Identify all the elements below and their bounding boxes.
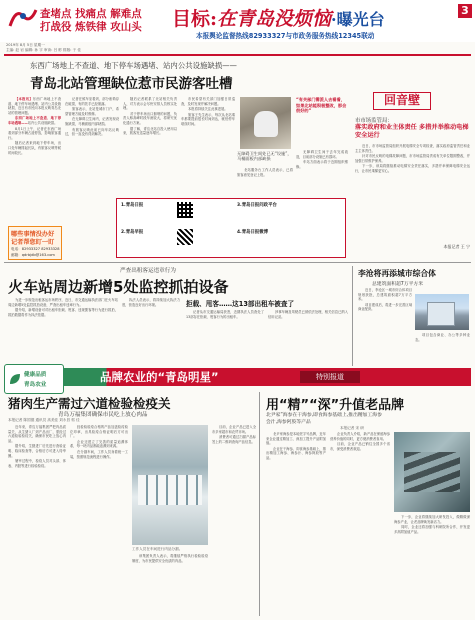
column-kicker: 市市场监管局：: [355, 118, 393, 124]
story2-body-col-3: 记者从市交通运输局获悉，近期执法人员查处了13部存在拒载、甩客行为的出租车。: [186, 310, 264, 319]
story2-headline: 火车站周边新增5处监控抓拍设备: [8, 278, 229, 296]
special-title: 品牌农业的“青岛明星”: [100, 370, 219, 384]
qr-code-icon-1: [177, 202, 193, 218]
story2-body-col-2: 执法人员表示，将持续加大执法力度，营造良好出行环境。: [122, 298, 180, 307]
column-footer: 本报记者 王 宁: [443, 244, 470, 249]
header-title-tag: ·曝光台: [331, 10, 385, 29]
story4-body-col-2: 企业负责人介绍，新产品在保留海参营养价值的同时，更方便消费者食用。 目前，企业产品已销往全国多个省市，深受消费者欢迎。: [330, 432, 390, 451]
column-stamp: 回音壁: [373, 92, 431, 110]
lead-callout: “有关部门需派人去看看，如果北站能积极整改，那会很好的”: [296, 97, 347, 114]
lead-body-col-1: 【本报讯】东西广场地上不查道、地下停车场遇堵、站内公共设施缺损，近日有市民向本报反映青岛北站的管理问题。 东西广场地上不查道、地下停车场遇堵——站内公共设施缺损。 8月1日上午，记者在东西广场看到部分车辆占道停放，影响旅客通行。 随后记者来到地下停车场，出口处车辆排起长队，有旅客反映等候时间较长。: [8, 97, 61, 155]
story3-body-col-4: 目前，企业产品已进入全市多家超市和农贸市场。 消费者可通过扫描产品标签上的二维码查询产品信息。: [212, 425, 256, 444]
header-bar: [0, 0, 475, 42]
story4-body-col-1: 北尹家海参是本地老字号品牌，近年来企业通过精加工、深加工提升产品附加值。 企业在干海参、即食海参基础上，推出精加工海参、海参汁、海参阿胶等产品。: [266, 432, 326, 460]
story2-kicker: 严查出租客运违章行为: [120, 268, 176, 274]
contact-label-1: 1.青岛日报: [121, 203, 144, 208]
lead-headline: 青岛北站管理缺位惹市民游客吐槽: [30, 76, 233, 92]
workers-row: [138, 475, 202, 505]
story3-body-col-3: 该集团负责人表示，将继续严格执行检验检疫制度，为市民提供安全优质的肉品。: [132, 554, 208, 563]
header-logo-icon: [8, 6, 38, 30]
story3-body-col-2: 经检验检疫合格的产品加盖检疫验讫印章，出具检疫合格证明后方可出厂。 企业还建立了完善的质量追溯体系，每一块肉品都能追溯到来源。 在分割车间，工作人员身着统一工装，按照规范流程进行操作。: [70, 425, 128, 459]
lead-byline-1: 【本报讯】: [15, 97, 33, 101]
contact-label-4: 4.青岛日报微博: [237, 230, 269, 235]
header-title: [172, 4, 437, 30]
contact-label-2: 2.青岛早报: [121, 230, 144, 235]
story2-body-col-4: 涉事车辆及驾驶员已被依法处理，相关信息已纳入信用记录。: [268, 310, 348, 319]
story3-sub: 青岛万福集团确保市民吃上放心肉品: [58, 412, 148, 418]
header-slogan-2: 打战役 炼铁律 攻山头: [40, 21, 142, 33]
story3-photo: [132, 425, 208, 545]
header-dateline: 2019年 8月 5日 星期一: [6, 43, 45, 47]
banner-phone: 电话：82933327 82933328: [11, 247, 60, 251]
page-number: 3: [458, 4, 472, 18]
header-slogan-1: 查堵点 找痛点 解难点: [40, 8, 142, 20]
story4-sub-1: 北尹家“海参在干海参,即食海参基础上,推出精加工海参: [266, 413, 382, 418]
header-rule: [4, 54, 471, 56]
lead-body-col-6: 无障碍卫生间于去年完成改造，目前部分设施已有损坏。 车站方面表示将于近期组织维修。: [296, 150, 348, 169]
story4-byline: 本报记者 宋 研: [340, 426, 364, 430]
banner-line-2: 记者帮您盯一盯: [11, 239, 55, 246]
story4-headline: 用“精”“深”升值老品牌: [266, 398, 405, 413]
hotline-text: 本报舆论监督热线82933327与市政务服务热线12345联动: [196, 32, 375, 40]
lead-body-col-2: 记者在候车室看到，部分座椅存在破损，有的扶手已经脱落。 旅客表示，北站是城市门户，希望管理方能及时维修。 在无障碍卫生间内，记者发现设施缺损，马桶面板内部缺损。 有旅客反映此前已向车站反映过，但一直没有得到解决。: [65, 97, 119, 137]
story3-caption: 工作人员在车间进行肉品分割。: [132, 547, 183, 551]
story4-photo: [394, 432, 470, 512]
header-title-prefix: 目标:: [172, 8, 218, 30]
special-logo-top: 健康品质: [24, 372, 47, 378]
vertical-divider: [352, 266, 353, 366]
contact-label-3: 3.青岛日报问政平台: [237, 203, 277, 208]
leaf-icon: [8, 371, 22, 385]
sea-cucumber-shapes: [404, 452, 460, 492]
sidebar-body-col-2: 项目包含商业、办公等多种业态。: [415, 333, 470, 342]
story4-body-col-3: 下一步，企业将继续加大研发投入，做精做深海参产业，让老品牌焕发新活力。 同时，企业还将加强与科研院所合作，开发更多高附加值产品。: [394, 515, 470, 534]
contact-box: [116, 198, 346, 258]
lead-body-col-4: 市民希望有关部门加强日常巡查，及时发现并解决问题。 本报将持续关注此事进展。 旅客王先生表示，每次从北站乘车都要提前很长时间到达，就怕停车耽误时间。: [181, 97, 235, 126]
story4-sub-2: 会汁,海参阿胶等产品: [266, 420, 311, 425]
lead-summary-1: 东西广场地上不查道、地下停车场遇堵——: [8, 116, 61, 125]
story2-sub-headline: 拒载、甩客……这13部出租车被查了: [186, 300, 295, 308]
column-body: 近日，市市场监管局组织开展电梯安全专项检查，落实政府监管责任和业主主体责任。 针对市民反映的电梯故障问题，市市场监管局责成有关单位限期整改，并加强日常维护保养。 下一步，该局将继续推动电梯安全责任落实，多措并举保障电梯安全运行，让市民乘梯更安心。: [355, 144, 470, 173]
sidebar-sub: 总建筑面积超7万平方米: [372, 282, 424, 287]
render-building: [427, 302, 455, 326]
special-tag: 特别报道: [300, 371, 360, 383]
photo-toilet-shape: [254, 111, 278, 137]
sidebar-body-col-1: 近日，李沧区一城市综合体项目规划获批，总建筑面积超7万平方米。 项目建成后，将进一步完善区域商业配套。: [358, 288, 412, 312]
divider-1: [4, 262, 471, 263]
story3-headline: 猪肉生产需过六道检验检疫关: [8, 396, 171, 411]
story2-body-col-1: 为进一步规范出租客运市场秩序，近日，市交通运输执法部门在火车站周边新增5处监控抓拍设备，严查出租车违章行为。 据介绍，新增设备可对出租车拒载、甩客、违规揽客等行为进行抓拍，抓拍数据将作为执法依据。: [8, 298, 118, 317]
banner-line-1: 哪些事情没办好: [11, 231, 55, 238]
lead-body-col-5: 北站服务台工作人员表示，已将旅客意见登记上报。: [237, 168, 293, 177]
vertical-divider-2: [259, 392, 260, 616]
qr-code-icon-2: [177, 229, 193, 245]
special-logo: [4, 364, 64, 394]
sidebar-headline: 李沧将再添城市综合体: [358, 269, 436, 278]
lead-photo: [240, 97, 291, 149]
story3-body-col-1: 近年来，青岛万福集团严把肉品质量关，从生猪入厂到产品出厂，需经过六道检验检疫关，确保市民吃上放心肉品。 据介绍，生猪进厂后先进行查验证明、临床检查等，合格后方可进入待宰圈。 屠宰过程中，检疫人员对头部、体表、内脏等进行检验检疫。: [8, 425, 66, 468]
column-headline: 落实政府和业主体责任 多措并举推动电梯安全运行: [355, 124, 469, 139]
special-logo-bottom: 青岛农业: [24, 382, 47, 388]
sidebar-render-image: [415, 294, 469, 330]
story3-byline: 本报记者 陈国德 通讯员 高美佳 刘永昌 郭 佳: [8, 418, 80, 422]
banner-email: 邮箱：qdrbjdb@163.com: [11, 253, 55, 257]
header-title-main: 在青岛没烦恼: [217, 8, 332, 30]
lead-body-col-3: 随后记者联系了北站相关负责人，对方表示会尽快安排人员核实处理。 对于停车场出口拥堵的问题，负责人称高峰时段车流较大，将研究优化通行方案。 据了解，青岛北站自投入使用以来，旅客发送量逐年增长。: [123, 97, 177, 136]
lead-kicker: 东西广场地上不查道、地下停车场遇堵、站内公共设施缺损——: [30, 61, 237, 70]
lead-photo-caption: 无障碍卫生间处已无“设施”，马桶面板内部缺损: [237, 151, 292, 162]
reporter-banner: [8, 226, 62, 260]
header-staff: 主编: 赵 岩 编辑: 孙 宇 审读: 吕 彬 排版: 于 佳: [6, 48, 81, 52]
